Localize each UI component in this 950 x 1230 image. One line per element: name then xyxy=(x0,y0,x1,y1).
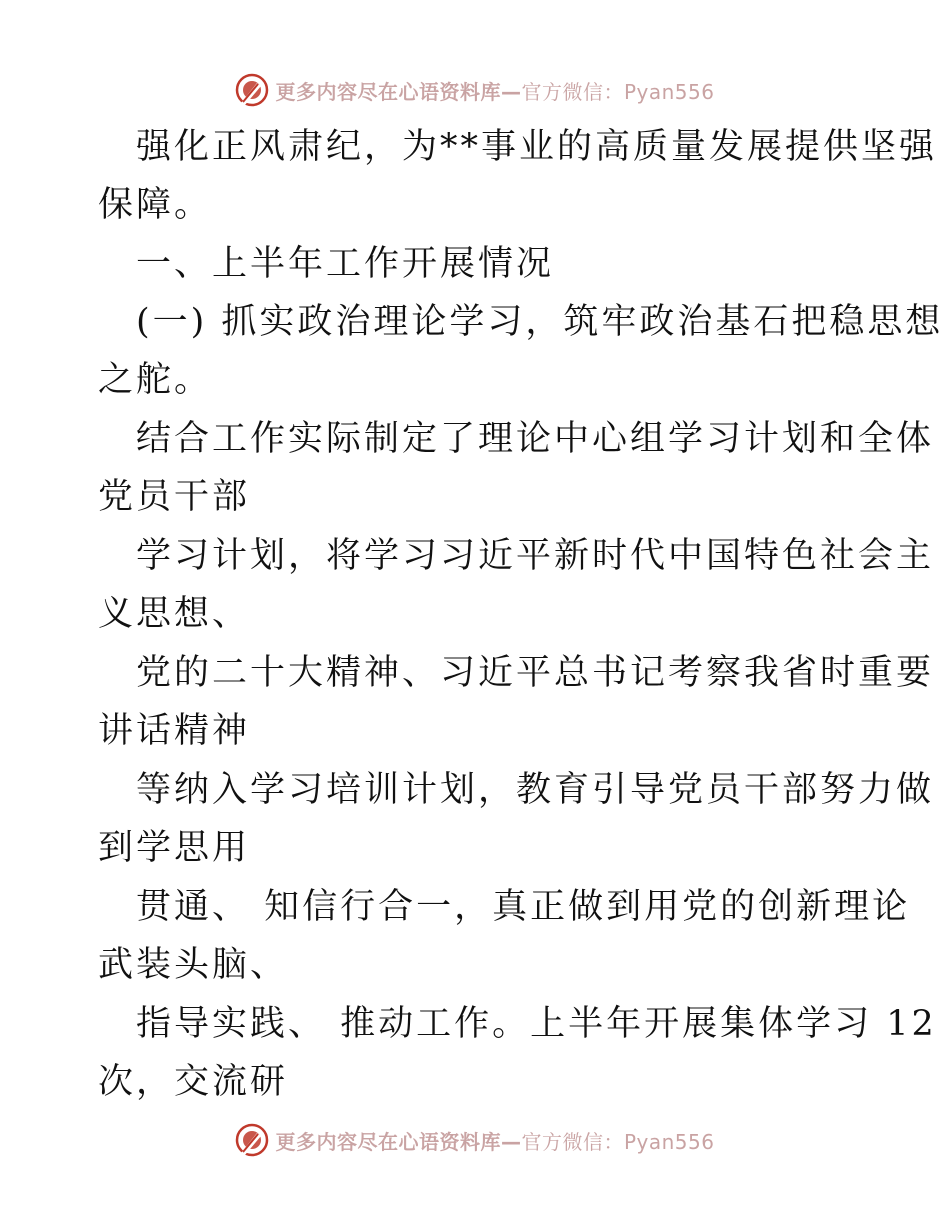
body-line: 学习计划，将学习习近平新时代中国特色社会主 xyxy=(136,536,935,576)
body-line: 党员干部 xyxy=(98,477,251,517)
body-line: 次，交流研 xyxy=(98,1062,289,1102)
section-heading: 一、上半年工作开展情况 xyxy=(136,244,555,284)
body-line: 结合工作实际制定了理论中心组学习计划和全体 xyxy=(136,419,935,459)
subsection-heading: (一) 抓实政治理论学习，筑牢政治基石把稳思想 xyxy=(136,302,944,342)
body-line: 义思想、 xyxy=(98,594,251,634)
watermark-site: 更多内容尽在心语资料库 xyxy=(275,1129,501,1154)
pen-logo-icon xyxy=(235,1123,269,1157)
body-line: 党的二十大精神、习近平总书记考察我省时重要 xyxy=(136,653,935,693)
body-line: 之舵。 xyxy=(98,360,213,400)
body-line: 讲话精神 xyxy=(98,711,251,751)
watermark-wechat: 官方微信：Pyan556 xyxy=(521,79,715,104)
body-line: 强化正风肃纪，为**事业的高质量发展提供坚强 xyxy=(136,127,938,167)
watermark-wechat: 官方微信：Pyan556 xyxy=(521,1129,715,1154)
body-line: 指导实践、 推动工作。上半年开展集体学习 12 xyxy=(136,1004,937,1044)
watermark-dash: — xyxy=(500,79,522,104)
body-line: 到学思用 xyxy=(98,828,251,868)
body-line: 武装头脑、 xyxy=(98,945,289,985)
header-watermark xyxy=(0,70,950,110)
watermark-dash: — xyxy=(500,1129,522,1154)
footer-watermark xyxy=(0,1120,950,1160)
body-line: 贯通、 知信行合一，真正做到用党的创新理论 xyxy=(136,887,911,927)
watermark-site: 更多内容尽在心语资料库 xyxy=(275,79,501,104)
pen-logo-icon xyxy=(235,73,269,107)
body-line: 保障。 xyxy=(98,185,213,225)
body-line: 等纳入学习培训计划，教育引导党员干部努力做 xyxy=(136,770,935,810)
